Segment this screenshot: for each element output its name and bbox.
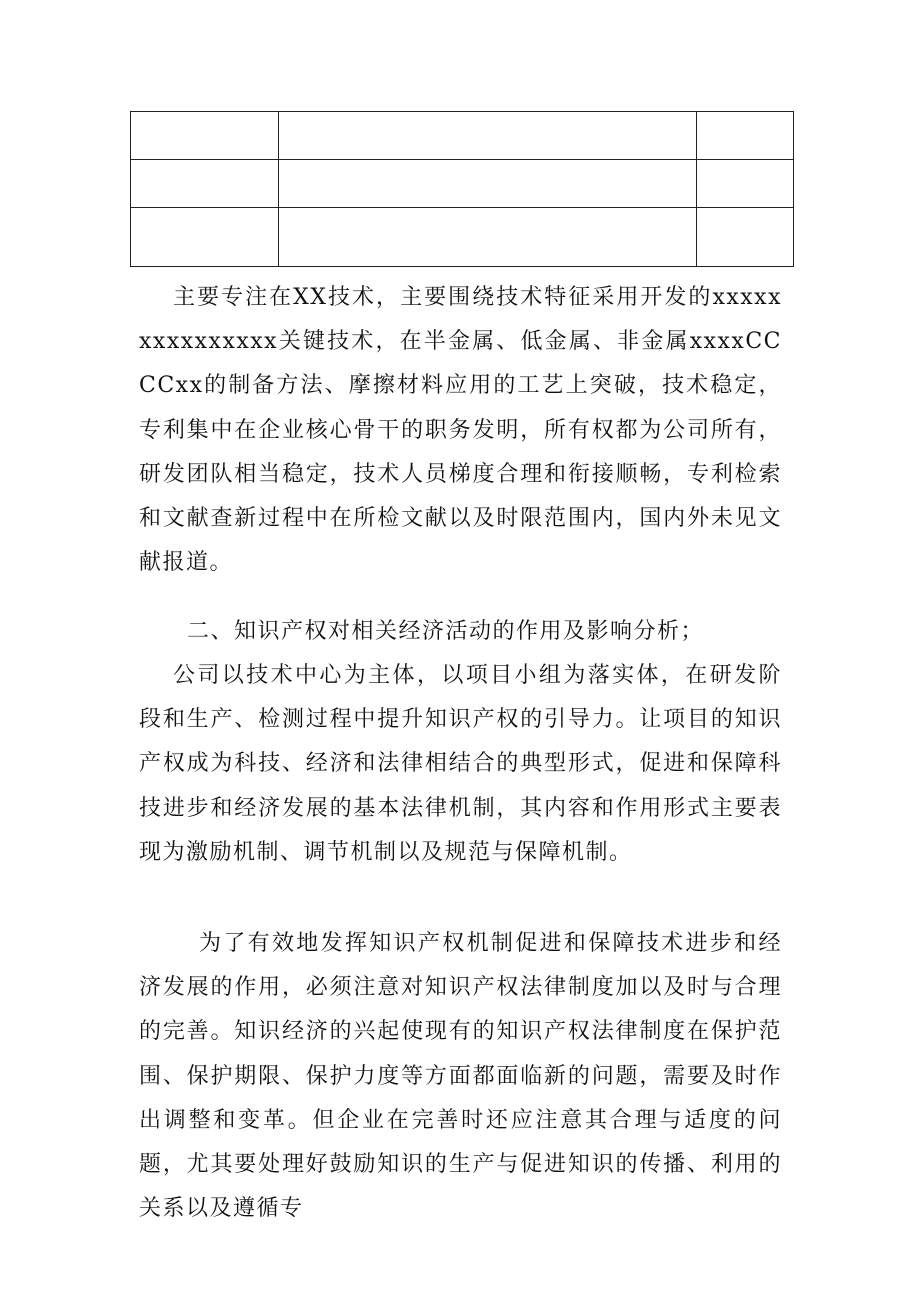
table-cell xyxy=(131,160,279,208)
table-row xyxy=(131,160,794,208)
table-cell xyxy=(697,160,794,208)
table-cell xyxy=(279,160,697,208)
empty-table xyxy=(130,111,794,267)
table-cell xyxy=(697,208,794,267)
table-cell xyxy=(697,112,794,160)
paragraph-tech-focus: 主要专注在XX技术，主要围绕技术特征采用开发的xxxxxxxxxxxxxxx关键技术，在半金属、低金属、非金属xxxxCCCCxx的制备方法、摩擦材料应用的工艺上突破，技术稳定，专利集中在企业核心骨干的职务发明，所有权都为公司所有，研发团队相当稳定，技术人员梯度合理和衔接顺畅，专利检索和文献查新过程中在所检文献以及时限范围内，国内外未见文献报道。 xyxy=(139,285,782,576)
table-cell xyxy=(279,208,697,267)
paragraph-ip-mechanism: 为了有效地发挥知识产权机制促进和保障技术进步和经济发展的作用，必须注意对知识产权法律制度加以及时与合理的完善。知识经济的兴起使现有的知识产权法律制度在保护范围、保护期限、保护力度等方面都面临新的问题，需要及时作出调整和变革。但企业在完善时还应注意其合理与适度的问题，尤其要处理好鼓励知识的生产与促进知识的传播、利用的关系以及遵循专 xyxy=(139,931,782,1222)
paragraph-company-ip: 公司以技术中心为主体，以项目小组为落实体，在研发阶段和生产、检测过程中提升知识产权的引导力。让项目的知识产权成为科技、经济和法律相结合的典型形式，促进和保障科技进步和经济发展的基本法律机制，其内容和作用形式主要表现为激励机制、调节机制以及规范与保障机制。 xyxy=(139,663,782,865)
section-heading: 二、知识产权对相关经济活动的作用及影响分析； xyxy=(187,619,705,644)
table-row xyxy=(131,112,794,160)
table-row xyxy=(131,208,794,267)
table-cell xyxy=(279,112,697,160)
table-cell xyxy=(131,112,279,160)
table-cell xyxy=(131,208,279,267)
